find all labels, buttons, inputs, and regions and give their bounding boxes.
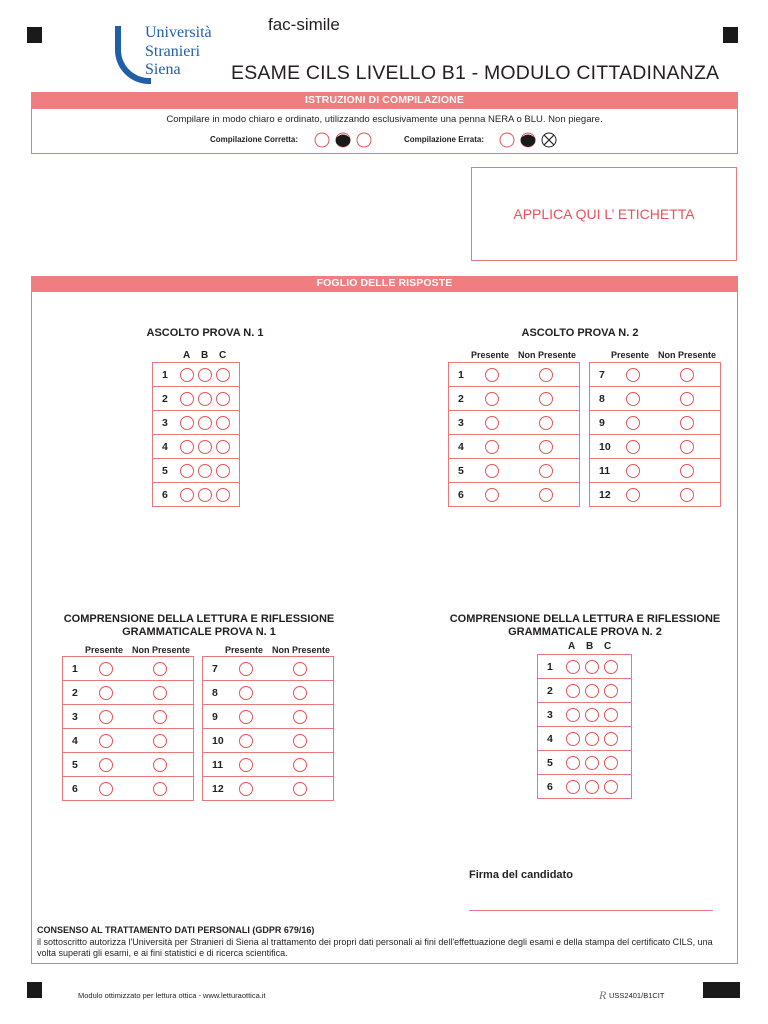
- answer-bubble[interactable]: [539, 392, 553, 406]
- ascolto2-col-not-present-left: Non Presente: [518, 350, 577, 360]
- answer-bubble[interactable]: [626, 416, 640, 430]
- answer-bubble[interactable]: [539, 488, 553, 502]
- answer-row: [590, 363, 720, 387]
- cross-icon: [544, 135, 554, 145]
- ascolto1-option-a: A: [183, 350, 191, 361]
- answer-bubble[interactable]: [153, 662, 167, 676]
- answer-bubble[interactable]: [485, 392, 499, 406]
- row-number: 5: [72, 759, 78, 771]
- answer-row: [63, 753, 193, 777]
- answer-row: [538, 775, 631, 799]
- footer-code-prefix: R: [599, 988, 607, 1002]
- row-number: 11: [599, 465, 611, 477]
- exam-title: ESAME CILS LIVELLO B1 - MODULO CITTADINANZA: [231, 62, 720, 84]
- row-number: 12: [212, 783, 224, 795]
- answer-row: [153, 483, 239, 507]
- answer-bubble[interactable]: [566, 684, 580, 698]
- example-empty-circle: [315, 133, 329, 147]
- row-number: 7: [212, 663, 218, 675]
- answer-bubble[interactable]: [604, 756, 618, 770]
- consent-text: il sottoscritto autorizza l'Università per Stranieri di Siena al trattamento dei propri dati personali ai fini dell'effettuazione degli esami e della stampa del certificato CILS, una volta superati gli esami, e ai fini statistici e di ricerca scientifica.: [37, 937, 713, 958]
- answer-row: [538, 655, 631, 679]
- lettura2-grid: [537, 654, 632, 799]
- answer-bubble[interactable]: [604, 684, 618, 698]
- lettura2-option-b: B: [586, 641, 594, 652]
- row-number: 1: [547, 661, 553, 673]
- row-number: 2: [458, 393, 464, 405]
- answer-row: [538, 679, 631, 703]
- answer-bubble[interactable]: [239, 662, 253, 676]
- answer-row: [63, 777, 193, 801]
- signature-label: Firma del candidato: [469, 869, 573, 881]
- answer-bubble[interactable]: [585, 684, 599, 698]
- row-number: 1: [72, 663, 78, 675]
- answer-bubble[interactable]: [680, 416, 694, 430]
- row-number: 12: [599, 489, 611, 501]
- row-number: 3: [72, 711, 78, 723]
- answer-bubble[interactable]: [153, 758, 167, 772]
- answer-row: [203, 729, 333, 753]
- ascolto2-col-not-present-right: Non Presente: [658, 350, 717, 360]
- answer-row: [538, 751, 631, 775]
- answer-row: [203, 777, 333, 801]
- row-number: 6: [72, 783, 78, 795]
- answer-row: [538, 727, 631, 751]
- answer-row: [203, 657, 333, 681]
- answer-bubble[interactable]: [153, 734, 167, 748]
- ascolto2-grid-right: [589, 362, 721, 507]
- answer-bubble[interactable]: [485, 368, 499, 382]
- answer-bubble[interactable]: [539, 464, 553, 478]
- answer-bubble[interactable]: [585, 756, 599, 770]
- answer-bubble[interactable]: [293, 734, 307, 748]
- answer-row: [153, 459, 239, 483]
- answer-bubble[interactable]: [293, 782, 307, 796]
- answer-bubble[interactable]: [198, 368, 212, 382]
- ascolto1-title: ASCOLTO PROVA N. 1: [146, 327, 264, 339]
- example-empty-circle: [357, 133, 371, 147]
- label-box-text: APPLICA QUI L’ ETICHETTA: [513, 206, 695, 222]
- consent-title: CONSENSO AL TRATTAMENTO DATI PERSONALI (GDPR 679/16): [37, 925, 315, 935]
- answer-bubble[interactable]: [198, 440, 212, 454]
- row-number: 6: [547, 781, 553, 793]
- answer-bubble[interactable]: [293, 758, 307, 772]
- wrong-example: [497, 131, 561, 149]
- row-number: 3: [458, 417, 464, 429]
- signature-line[interactable]: [469, 910, 713, 911]
- answer-bubble[interactable]: [216, 392, 230, 406]
- answer-bubble[interactable]: [539, 440, 553, 454]
- row-number: 4: [162, 441, 168, 453]
- answer-bubble[interactable]: [604, 780, 618, 794]
- logo-line-2: Stranieri: [145, 43, 201, 60]
- answer-bubble[interactable]: [99, 686, 113, 700]
- answer-bubble[interactable]: [680, 464, 694, 478]
- ascolto1-option-b: B: [201, 350, 209, 361]
- answer-bubble[interactable]: [539, 416, 553, 430]
- answer-bubble[interactable]: [198, 392, 212, 406]
- instructions-text: Compilare in modo chiaro e ordinato, utilizzando esclusivamente una penna NERA o BLU. Non piegare.: [166, 114, 603, 125]
- row-number: 10: [212, 735, 224, 747]
- lettura1-col-present-left: Presente: [85, 645, 124, 655]
- lettura1-col-not-present-right: Non Presente: [272, 645, 331, 655]
- answer-bubble[interactable]: [585, 732, 599, 746]
- answer-bubble[interactable]: [604, 660, 618, 674]
- row-number: 8: [599, 393, 605, 405]
- registration-mark-bottom-right: [703, 982, 740, 998]
- row-number: 4: [458, 441, 464, 453]
- registration-mark-top-right: [723, 27, 738, 43]
- answer-row: [449, 459, 579, 483]
- row-number: 3: [162, 417, 168, 429]
- lettura1-grid-left: [62, 656, 194, 801]
- logo-line-1: Università: [145, 24, 212, 41]
- row-number: 4: [72, 735, 78, 747]
- answer-row: [203, 753, 333, 777]
- answer-bubble[interactable]: [180, 416, 194, 430]
- answer-bubble[interactable]: [239, 782, 253, 796]
- answer-bubble[interactable]: [198, 416, 212, 430]
- row-number: 9: [599, 417, 605, 429]
- answer-bubble[interactable]: [585, 780, 599, 794]
- answer-row: [153, 411, 239, 435]
- answer-bubble[interactable]: [180, 488, 194, 502]
- answer-bubble[interactable]: [216, 368, 230, 382]
- answer-bubble[interactable]: [99, 782, 113, 796]
- ascolto1-grid: [152, 362, 240, 507]
- ascolto2-col-present-left: Presente: [471, 350, 510, 360]
- row-number: 6: [162, 489, 168, 501]
- example-empty-circle: [500, 133, 514, 147]
- answer-sheet-bar: FOGLIO DELLE RISPOSTE: [31, 276, 738, 292]
- lettura1-col-not-present-left: Non Presente: [132, 645, 191, 655]
- answer-bubble[interactable]: [198, 488, 212, 502]
- wrong-label: Compilazione Errata:: [404, 135, 485, 144]
- correct-example: [312, 131, 376, 149]
- lettura2-title-line1: COMPRENSIONE DELLA LETTURA E RIFLESSIONE: [449, 613, 721, 625]
- footer-left: Modulo ottimizzato per lettura ottica - www.letturaottica.it: [78, 991, 266, 1000]
- answer-bubble[interactable]: [485, 464, 499, 478]
- answer-bubble[interactable]: [293, 710, 307, 724]
- answer-row: [449, 435, 579, 459]
- registration-mark-bottom-left: [27, 982, 42, 998]
- answer-bubble[interactable]: [485, 440, 499, 454]
- answer-bubble[interactable]: [566, 756, 580, 770]
- answer-bubble[interactable]: [566, 732, 580, 746]
- answer-bubble[interactable]: [180, 392, 194, 406]
- lettura2-title-line2: GRAMMATICALE PROVA N. 2: [508, 626, 662, 638]
- ascolto1-option-c: C: [219, 350, 227, 361]
- answer-bubble[interactable]: [153, 782, 167, 796]
- row-number: 8: [212, 687, 218, 699]
- answer-bubble[interactable]: [485, 416, 499, 430]
- answer-row: [590, 411, 720, 435]
- answer-bubble[interactable]: [680, 392, 694, 406]
- logo-line-3: Siena: [145, 61, 181, 78]
- answer-bubble[interactable]: [626, 488, 640, 502]
- lettura2-option-a: A: [568, 641, 576, 652]
- answer-row: [590, 435, 720, 459]
- answer-bubble[interactable]: [566, 780, 580, 794]
- row-number: 9: [212, 711, 218, 723]
- answer-bubble[interactable]: [626, 368, 640, 382]
- ascolto2-col-present-right: Presente: [611, 350, 650, 360]
- answer-bubble[interactable]: [485, 488, 499, 502]
- ascolto2-grid-left: [448, 362, 580, 507]
- answer-row: [63, 681, 193, 705]
- answer-row: [63, 705, 193, 729]
- row-number: 5: [458, 465, 464, 477]
- answer-bubble[interactable]: [566, 708, 580, 722]
- answer-bubble[interactable]: [680, 440, 694, 454]
- answer-bubble[interactable]: [626, 464, 640, 478]
- answer-bubble[interactable]: [626, 392, 640, 406]
- row-number: 10: [599, 441, 611, 453]
- row-number: 2: [162, 393, 168, 405]
- answer-row: [449, 411, 579, 435]
- answer-bubble[interactable]: [99, 662, 113, 676]
- lettura1-title-line1: COMPRENSIONE DELLA LETTURA E RIFLESSIONE: [63, 613, 335, 625]
- answer-bubble[interactable]: [153, 686, 167, 700]
- answer-bubble[interactable]: [99, 710, 113, 724]
- answer-row: [590, 387, 720, 411]
- answer-row: [203, 681, 333, 705]
- correct-label: Compilazione Corretta:: [210, 135, 299, 144]
- row-number: 6: [458, 489, 464, 501]
- answer-bubble[interactable]: [180, 464, 194, 478]
- answer-row: [590, 459, 720, 483]
- row-number: 5: [162, 465, 168, 477]
- row-number: 7: [599, 369, 605, 381]
- facsimile-label: fac-simile: [268, 15, 340, 34]
- answer-bubble[interactable]: [293, 662, 307, 676]
- answer-bubble[interactable]: [680, 488, 694, 502]
- answer-bubble[interactable]: [293, 686, 307, 700]
- row-number: 2: [72, 687, 78, 699]
- ascolto2-title: ASCOLTO PROVA N. 2: [521, 327, 639, 339]
- answer-bubble[interactable]: [626, 440, 640, 454]
- answer-row: [153, 363, 239, 387]
- answer-row: [203, 705, 333, 729]
- answer-row: [449, 363, 579, 387]
- answer-row: [63, 657, 193, 681]
- answer-bubble[interactable]: [239, 686, 253, 700]
- answer-bubble[interactable]: [604, 708, 618, 722]
- answer-bubble[interactable]: [239, 758, 253, 772]
- answer-bubble[interactable]: [604, 732, 618, 746]
- lettura1-grid-right: [202, 656, 334, 801]
- answer-bubble[interactable]: [180, 368, 194, 382]
- answer-bubble[interactable]: [153, 710, 167, 724]
- answer-bubble[interactable]: [216, 464, 230, 478]
- row-number: 3: [547, 709, 553, 721]
- row-number: 1: [458, 369, 464, 381]
- answer-bubble[interactable]: [566, 660, 580, 674]
- row-number: 4: [547, 733, 553, 745]
- registration-mark-top-left: [27, 27, 42, 43]
- answer-row: [590, 483, 720, 507]
- row-number: 11: [212, 759, 224, 771]
- answer-bubble[interactable]: [585, 708, 599, 722]
- answer-bubble[interactable]: [680, 368, 694, 382]
- answer-bubble[interactable]: [198, 464, 212, 478]
- lettura2-option-c: C: [604, 641, 612, 652]
- answer-row: [63, 729, 193, 753]
- answer-row: [153, 387, 239, 411]
- answer-row: [153, 435, 239, 459]
- answer-bubble[interactable]: [539, 368, 553, 382]
- answer-bubble[interactable]: [99, 758, 113, 772]
- answer-bubble[interactable]: [216, 488, 230, 502]
- answer-row: [449, 387, 579, 411]
- lettura1-title-line2: GRAMMATICALE PROVA N. 1: [122, 626, 276, 638]
- answer-bubble[interactable]: [180, 440, 194, 454]
- answer-row: [538, 703, 631, 727]
- instructions-bar: ISTRUZIONI DI COMPILAZIONE: [31, 92, 738, 109]
- answer-bubble[interactable]: [239, 734, 253, 748]
- answer-bubble[interactable]: [585, 660, 599, 674]
- answer-bubble[interactable]: [216, 440, 230, 454]
- answer-bubble[interactable]: [239, 710, 253, 724]
- answer-bubble[interactable]: [99, 734, 113, 748]
- answer-bubble[interactable]: [216, 416, 230, 430]
- lettura1-col-present-right: Presente: [225, 645, 264, 655]
- row-number: 2: [547, 685, 553, 697]
- answer-row: [449, 483, 579, 507]
- row-number: 5: [547, 757, 553, 769]
- footer-code: USS2401/B1CIT: [609, 991, 665, 1000]
- row-number: 1: [162, 369, 168, 381]
